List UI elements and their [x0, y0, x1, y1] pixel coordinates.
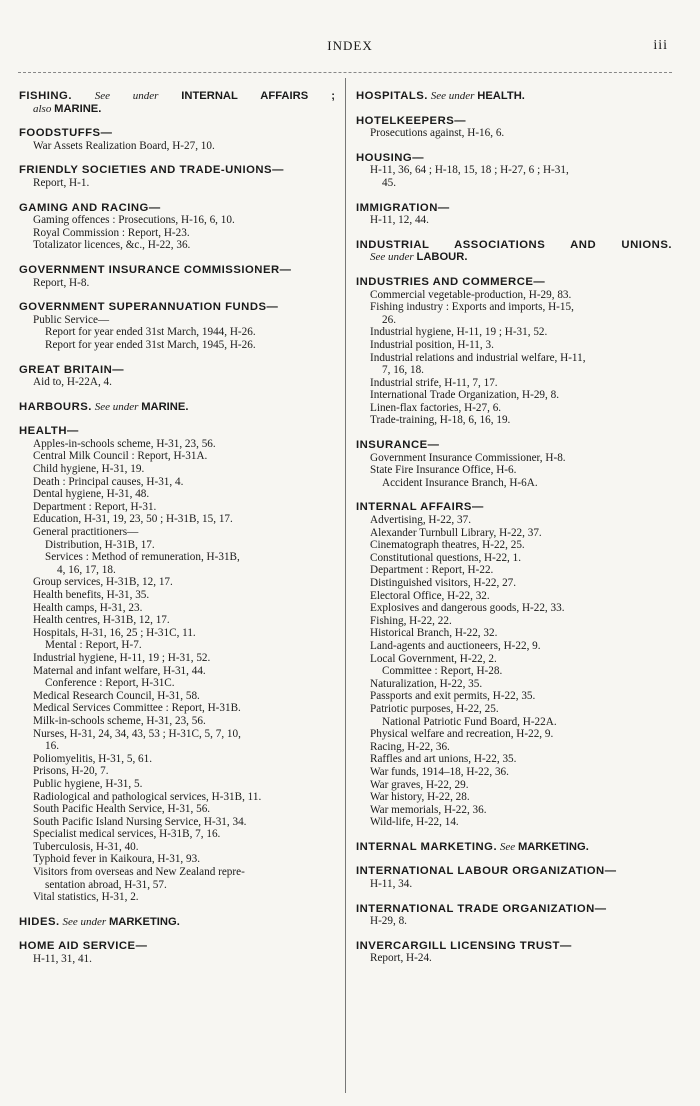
entry-item: Commercial vegetable-production, H-29, 83.	[370, 288, 572, 301]
entry-item: Child hygiene, H-31, 19.	[33, 463, 145, 476]
entry-item: Linen-flax factories, H-27, 6.	[370, 401, 502, 414]
page-title: INDEX	[327, 38, 373, 53]
entry-subitem: Distribution, H-31B, 17.	[45, 538, 155, 551]
entry-heading: GOVERNMENT INSURANCE COMMISSIONER—	[19, 263, 292, 276]
entry-item: Apples-in-schools scheme, H-31, 23, 56.	[33, 437, 216, 450]
entry-item: Hospitals, H-31, 16, 25 ; H-31C, 11.	[33, 626, 196, 639]
entry-item: Physical welfare and recreation, H-22, 9.	[370, 728, 554, 741]
entry-item: Health centres, H-31B, 12, 17.	[33, 614, 170, 627]
entry-subitem: National Patriotic Fund Board, H-22A.	[382, 715, 557, 728]
entry-subitem: Report for year ended 31st March, 1945, H-26.	[45, 338, 256, 351]
entry-item: Distinguished visitors, H-22, 27.	[370, 577, 517, 589]
entry-heading: GOVERNMENT SUPERANNUATION FUNDS—	[19, 301, 279, 314]
entry-item: Vital statistics, H-31, 2.	[33, 891, 139, 904]
entry-item: Industrial hygiene, H-11, 19 ; H-31, 52.	[370, 326, 548, 339]
entry-item: Nurses, H-31, 24, 34, 43, 53 ; H-31C, 5, 7, 10,	[33, 727, 241, 740]
entry-heading: FOODSTUFFS—	[19, 127, 113, 140]
entry-item: Department : Report, H-22.	[370, 564, 494, 577]
index-entry-ilo	[356, 865, 672, 890]
entry-item: Industrial strife, H-11, 7, 17.	[370, 376, 498, 389]
entry-item: Report, H-1.	[33, 176, 90, 189]
entry-item: Health camps, H-31, 23.	[33, 601, 143, 614]
entry-item: Passports and exit permits, H-22, 35.	[370, 690, 536, 703]
entry-subitem: Conference : Report, H-31C.	[45, 677, 175, 690]
cross-reference: HEALTH.	[477, 90, 525, 102]
entry-heading: HOME AID SERVICE—	[19, 940, 148, 953]
see-under: See under	[62, 915, 107, 928]
entry-item: Tuberculosis, H-31, 40.	[33, 840, 139, 853]
entry-item: Fishing, H-22, 22.	[370, 614, 452, 627]
entry-item: Prosecutions against, H-16, 6.	[370, 127, 505, 140]
entry-heading: FRIENDLY SOCIETIES AND TRADE-UNIONS—	[19, 164, 284, 177]
entry-item: Fishing industry : Exports and imports, H-15,	[370, 301, 574, 314]
entry-heading: HOTELKEEPERS—	[356, 114, 467, 127]
cross-reference: INTERNAL AFFAIRS ;	[181, 90, 335, 102]
entry-item: Alexander Turnbull Library, H-22, 37.	[370, 526, 542, 539]
entry-heading: INTERNAL AFFAIRS—	[356, 501, 484, 514]
entry-item: Department : Report, H-31.	[33, 500, 157, 513]
entry-item: Visitors from overseas and New Zealand repre-	[33, 866, 245, 879]
entry-heading: INVERCARGILL LICENSING TRUST—	[356, 939, 572, 952]
entry-item: Report, H-24.	[370, 952, 432, 965]
entry-item: Electoral Office, H-22, 32.	[370, 589, 490, 602]
entry-heading: INDUSTRIES AND COMMERCE—	[356, 275, 546, 288]
entry-heading: GAMING AND RACING—	[19, 201, 161, 214]
index-entry-invercargill	[356, 940, 672, 965]
entry-item: Public Service—	[33, 313, 110, 326]
entry-subitem: Report for year ended 31st March, 1944, H-26.	[45, 326, 256, 339]
entry-item: H-29, 8.	[370, 915, 407, 928]
entry-item: Medical Research Council, H-31, 58.	[33, 689, 200, 702]
index-entry-friendly-societies	[19, 164, 335, 189]
see-also: also	[33, 102, 52, 115]
entry-item: Medical Services Committee : Report, H-31B.	[33, 702, 241, 715]
entry-item: Land-agents and auctioneers, H-22, 9.	[370, 639, 541, 652]
entry-heading: HOSPITALS.	[356, 90, 428, 102]
entry-item: War memorials, H-22, 36.	[370, 803, 487, 816]
entry-item: Education, H-31, 19, 23, 50 ; H-31B, 15, 17.	[33, 513, 233, 526]
entry-subitem: Services : Method of remuneration, H-31B,	[45, 551, 240, 564]
index-entry-insurance	[356, 439, 672, 489]
entry-item: Industrial relations and industrial welfare, H-11,	[370, 351, 586, 364]
cross-reference: MARKETING.	[517, 840, 589, 853]
index-entry-industrial-associations	[356, 239, 672, 264]
entry-item: Typhoid fever in Kaikoura, H-31, 93.	[33, 853, 200, 866]
entry-item: Industrial hygiene, H-11, 19 ; H-31, 52.	[33, 651, 211, 664]
index-entry-harbours	[19, 401, 335, 414]
index-entry-health	[19, 425, 335, 904]
entry-item: H-11, 12, 44.	[370, 214, 429, 227]
entry-continuation	[356, 251, 672, 264]
index-entry-home-aid	[19, 940, 335, 965]
entry-continuation: 26.	[382, 313, 396, 326]
index-entry-internal-marketing	[356, 841, 672, 854]
entry-subitem: Committee : Report, H-28.	[382, 665, 503, 678]
entry-item: Public hygiene, H-31, 5.	[33, 777, 143, 790]
entry-item: Naturalization, H-22, 35.	[370, 677, 483, 690]
index-entry-ito	[356, 903, 672, 928]
entry-item: General practitioners—	[33, 526, 139, 539]
entry-continuation: 7, 16, 18.	[382, 364, 424, 377]
see-under: See	[499, 840, 516, 853]
entry-item: Milk-in-schools scheme, H-31, 23, 56.	[33, 714, 206, 727]
entry-item: Wild-life, H-22, 14.	[370, 816, 459, 829]
entry-continuation	[19, 103, 335, 116]
index-entry-hospitals	[356, 90, 672, 103]
page-number: iii	[653, 38, 668, 53]
index-entry-industries-commerce	[356, 276, 672, 427]
see-under: See under	[94, 90, 159, 102]
column-divider	[345, 78, 346, 1093]
entry-item: Trade-training, H-18, 6, 16, 19.	[370, 414, 511, 427]
cross-reference: MARINE.	[141, 400, 189, 413]
entry-item: Health benefits, H-31, 35.	[33, 589, 150, 601]
index-entry-great-britain	[19, 364, 335, 389]
entry-heading: INSURANCE—	[356, 439, 440, 452]
page-header	[0, 38, 700, 62]
entry-heading: FISHING.	[19, 90, 72, 102]
entry-item: Gaming offences : Prosecutions, H-16, 6, 10.	[33, 214, 235, 227]
entry-item: Death : Principal causes, H-31, 4.	[33, 475, 184, 488]
entry-heading: HEALTH—	[19, 425, 79, 438]
entry-heading: INDUSTRIAL ASSOCIATIONS AND UNIONS.	[356, 238, 672, 251]
entry-item: War funds, 1914–18, H-22, 36.	[370, 765, 509, 778]
index-column-left	[19, 90, 335, 978]
entry-continuation: 45.	[382, 176, 396, 189]
entry-item: Radiological and pathological services, H-31B, 11.	[33, 790, 262, 803]
entry-heading: INTERNAL MARKETING.	[356, 840, 498, 853]
entry-item: Local Government, H-22, 2.	[370, 652, 497, 665]
entry-heading-line	[19, 90, 335, 103]
entry-item: Advertising, H-22, 37.	[370, 514, 471, 527]
entry-heading: HARBOURS.	[19, 400, 92, 413]
cross-reference: MARKETING.	[108, 915, 180, 928]
index-entry-gov-superannuation	[19, 301, 335, 351]
entry-item: Dental hygiene, H-31, 48.	[33, 488, 150, 501]
entry-heading: HOUSING—	[356, 151, 425, 164]
entry-item: Constitutional questions, H-22, 1.	[370, 551, 522, 564]
header-divider	[18, 72, 672, 73]
entry-heading: HIDES.	[19, 915, 60, 928]
entry-heading: IMMIGRATION—	[356, 201, 450, 214]
entry-item: Prisons, H-20, 7.	[33, 765, 109, 778]
entry-item: Aid to, H-22A, 4.	[33, 376, 112, 389]
entry-subitem: Mental : Report, H-7.	[45, 639, 142, 652]
index-entry-hides	[19, 916, 335, 929]
entry-item: State Fire Insurance Office, H-6.	[370, 464, 517, 477]
cross-reference: LABOUR.	[416, 251, 468, 264]
entry-item: Group services, H-31B, 12, 17.	[33, 576, 173, 589]
entry-item: Poliomyelitis, H-31, 5, 61.	[33, 752, 153, 765]
entry-heading: INTERNATIONAL TRADE ORGANIZATION—	[356, 902, 607, 915]
index-entry-fishing	[19, 90, 335, 115]
entry-item: International Trade Organization, H-29, 8.	[370, 389, 560, 402]
entry-item: Patriotic purposes, H-22, 25.	[370, 702, 499, 715]
see-under: See under	[370, 251, 414, 264]
entry-item: War graves, H-22, 29.	[370, 778, 469, 791]
entry-item: H-11, 31, 41.	[33, 953, 92, 966]
entry-item: Totalizator licences, &c., H-22, 36.	[33, 239, 191, 252]
entry-heading: INTERNATIONAL LABOUR ORGANIZATION—	[356, 865, 617, 878]
entry-continuation: sentation abroad, H-31, 57.	[45, 878, 167, 891]
cross-reference: MARINE.	[54, 102, 102, 115]
entry-item: Report, H-8.	[33, 276, 90, 289]
entry-item: H-11, 36, 64 ; H-18, 15, 18 ; H-27, 6 ; H-31,	[370, 164, 569, 177]
entry-item: Government Insurance Commissioner, H-8.	[370, 451, 566, 464]
entry-item: Industrial position, H-11, 3.	[370, 338, 494, 351]
index-entry-gov-insurance	[19, 264, 335, 289]
index-column-right	[356, 90, 672, 977]
see-under: See under	[430, 90, 475, 102]
entry-item: War Assets Realization Board, H-27, 10.	[33, 139, 215, 152]
entry-continuation: 4, 16, 17, 18.	[57, 563, 116, 576]
entry-subitem: Accident Insurance Branch, H-6A.	[382, 476, 538, 489]
entry-item: Central Milk Council : Report, H-31A.	[33, 450, 208, 463]
entry-heading: GREAT BRITAIN—	[19, 363, 125, 376]
entry-continuation: 16.	[45, 740, 59, 753]
index-entry-housing	[356, 152, 672, 190]
entry-item: Racing, H-22, 36.	[370, 740, 450, 753]
index-entry-internal-affairs	[356, 501, 672, 828]
index-entry-immigration	[356, 202, 672, 227]
entry-item: South Pacific Health Service, H-31, 56.	[33, 803, 211, 816]
entry-item: Specialist medical services, H-31B, 7, 16.	[33, 828, 221, 841]
entry-item: Explosives and dangerous goods, H-22, 33.	[370, 602, 565, 615]
entry-item: Maternal and infant welfare, H-31, 44.	[33, 664, 206, 677]
index-entry-hotelkeepers	[356, 115, 672, 140]
entry-item: Cinematograph theatres, H-22, 25.	[370, 539, 525, 552]
entry-item: Royal Commission : Report, H-23.	[33, 226, 190, 239]
index-entry-gaming	[19, 202, 335, 252]
index-entry-foodstuffs	[19, 127, 335, 152]
entry-item: H-11, 34.	[370, 878, 413, 891]
entry-item: Raffles and art unions, H-22, 35.	[370, 753, 517, 766]
entry-item: Historical Branch, H-22, 32.	[370, 627, 498, 640]
see-under: See under	[94, 400, 139, 413]
entry-item: South Pacific Island Nursing Service, H-31, 34.	[33, 815, 247, 828]
entry-item: War history, H-22, 28.	[370, 791, 470, 804]
